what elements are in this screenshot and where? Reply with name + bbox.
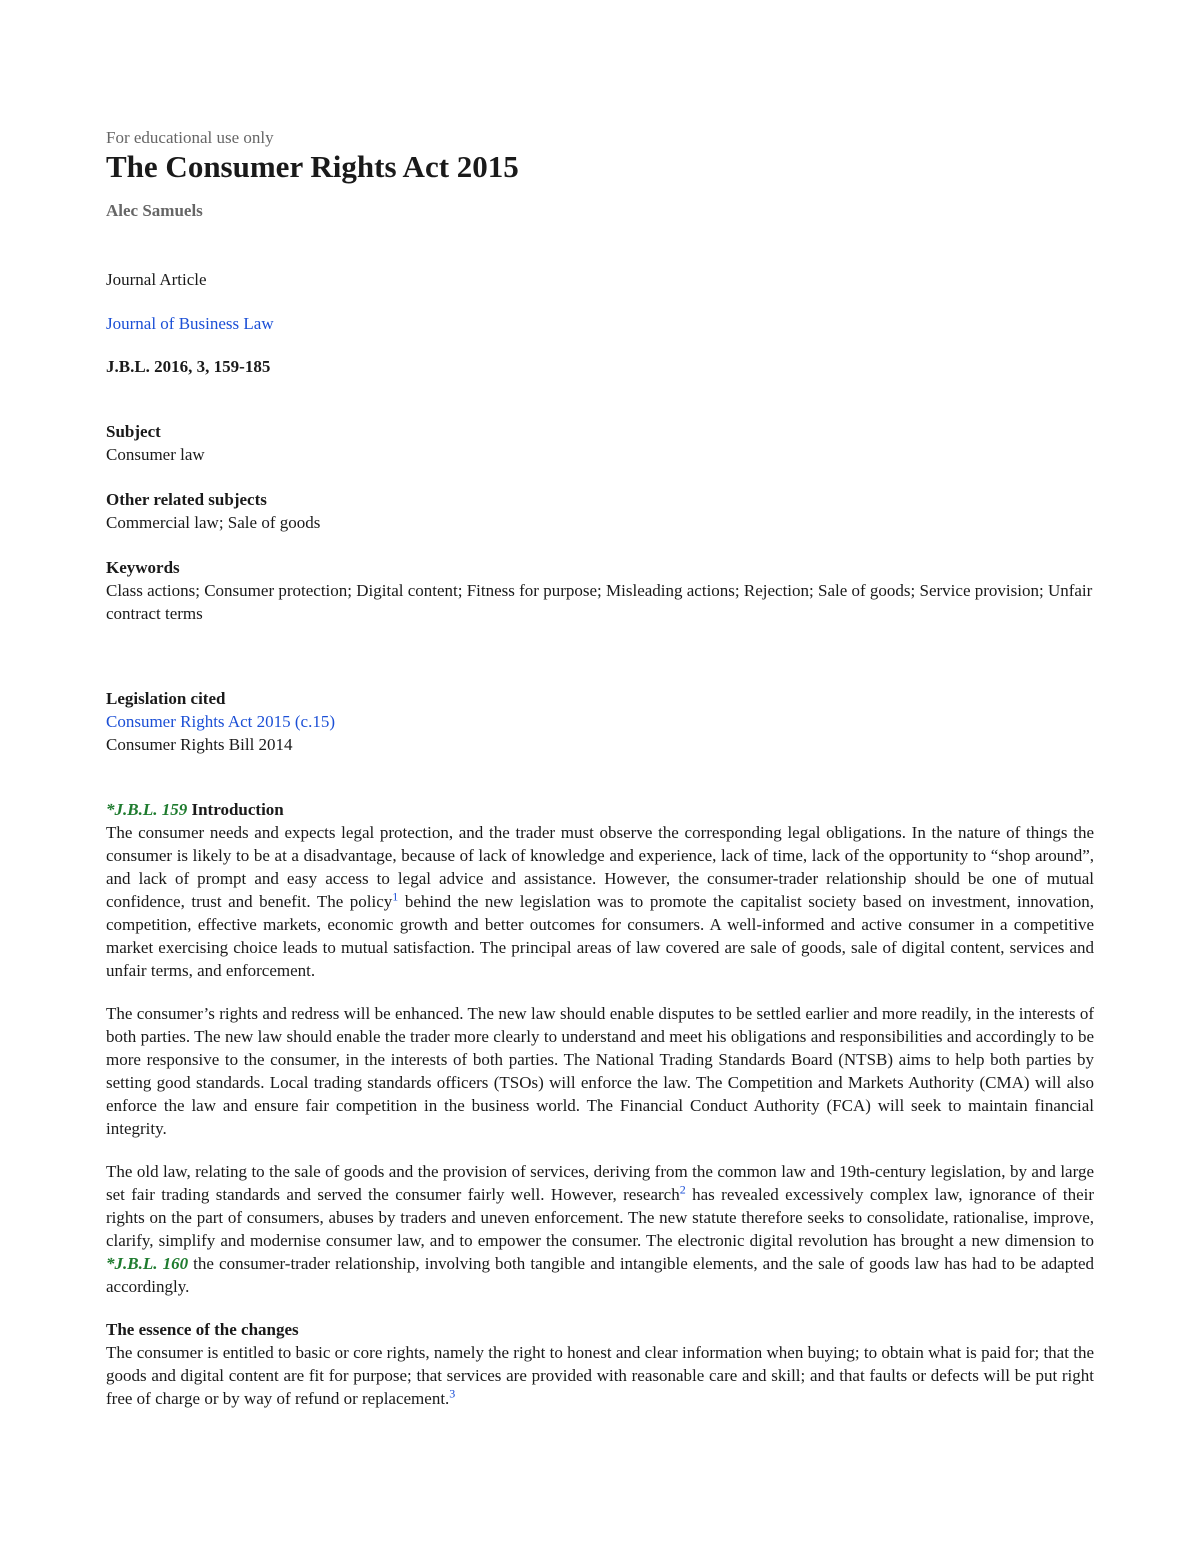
legislation-link-text[interactable]: Consumer Rights Act 2015 (c.15) <box>106 712 336 731</box>
paragraph-text: The consumer needs and expects legal protection, and the trader must observe the corresponding legal obligations. In the nature of things the consumer is likely to be at a disadvantage, because of lack of knowledge and experience, lack of time, lack of the opportunity to “shop around”, and lack of prompt and easy access to legal advice and assistance. However, the consumer-trader relationship should be one of mutual confidence, trust and benefit. The policy <box>106 823 1094 911</box>
article-content <box>106 127 1094 1410</box>
document-type: Journal Article <box>106 270 207 289</box>
footnote-link[interactable]: 3 <box>449 1386 456 1401</box>
usage-notice: For educational use only <box>106 128 274 147</box>
footnote-link[interactable]: 2 <box>679 1182 686 1197</box>
section-introduction <box>106 798 1094 1298</box>
section-heading: The essence of the changes <box>106 1320 299 1339</box>
paragraph <box>106 821 1094 982</box>
legislation-block <box>106 687 1094 756</box>
section-heading <box>106 798 1094 821</box>
paragraph-text: has revealed excessively complex law, ignorance of their rights on the part of consumers, abuses by traders and uneven enforcement. The new statute therefore seeks to consolidate, rationalise, improve, clarify, simplify and modernise consumer law, and to empower the consumer. The electronic digital revolution has brought a new dimension to <box>106 1185 1095 1250</box>
other-subjects-label: Other related subjects <box>106 490 267 509</box>
keywords-label: Keywords <box>106 558 180 577</box>
paragraph-text: the consumer-trader relationship, involving both tangible and intangible elements, and the sale of goods law has had to be adapted accordingly. <box>106 1254 1094 1296</box>
section-essence <box>106 1318 1094 1410</box>
keywords-value: Class actions; Consumer protection; Digital content; Fitness for purpose; Misleading actions; Rejection; Sale of goods; Service provision; Unfair contract terms <box>106 581 1093 623</box>
citation: J.B.L. 2016, 3, 159-185 <box>106 357 271 376</box>
subject-block <box>106 420 1094 466</box>
star-page-ref: *J.B.L. 159 <box>106 800 188 819</box>
other-subjects-value: Commercial law; Sale of goods <box>106 513 321 532</box>
paragraph: The consumer’s rights and redress will be enhanced. The new law should enable disputes to be settled earlier and more readily, in the interests of both parties. The new law should enable the trader more clearly to understand and meet his obligations and responsibilities and accordingly to be more responsive to the consumer, in the interests of both parties. The National Trading Standards Board (NTSB) aims to help both parties by setting good standards. Local trading standards officers (TSOs) will enforce the law. The Competition and Markets Authority (CMA) will also enforce the law and ensure fair competition in the business world. The Financial Conduct Authority (FCA) will seek to maintain financial integrity. <box>106 1004 1094 1138</box>
legislation-item: Consumer Rights Bill 2014 <box>106 735 293 754</box>
subject-value: Consumer law <box>106 445 205 464</box>
legislation-item-link[interactable] <box>106 710 1094 733</box>
legislation-label: Legislation cited <box>106 689 226 708</box>
paragraph <box>106 1341 1094 1410</box>
paragraph-text: The consumer is entitled to basic or core rights, namely the right to honest and clear information when buying; to obtain what is paid for; that the goods and digital content are fit for purpose; that services are provided with reasonable care and skill; and that faults or defects will be put right free of charge or by way of refund or replacement. <box>106 1343 1094 1408</box>
article-author: Alec Samuels <box>106 201 203 220</box>
journal-link-text[interactable]: Journal of Business Law <box>106 314 274 333</box>
subject-label: Subject <box>106 422 161 441</box>
paragraph <box>106 1160 1094 1298</box>
other-subjects-block <box>106 488 1094 534</box>
article-title: The Consumer Rights Act 2015 <box>106 149 519 184</box>
footnote-link[interactable]: 1 <box>392 889 399 904</box>
star-page-ref: *J.B.L. 160 <box>106 1254 189 1273</box>
section-heading-text: Introduction <box>191 800 284 819</box>
journal-link[interactable] <box>106 312 1094 335</box>
paragraph-text: The old law, relating to the sale of goods and the provision of services, deriving from the common law and 19th-century legislation, by and large set fair trading standards and served the consumer fairly well. However, research <box>106 1162 1094 1204</box>
paragraph-text: behind the new legislation was to promote the capitalist society based on investment, innovation, competition, effective markets, economic growth and better outcomes for consumers. A well-informed and active consumer in a competitive market exercising choice leads to mutual satisfaction. The principal areas of law covered are sale of goods, sale of digital content, services and unfair terms, and enforcement. <box>106 892 1094 980</box>
keywords-block <box>106 556 1094 625</box>
